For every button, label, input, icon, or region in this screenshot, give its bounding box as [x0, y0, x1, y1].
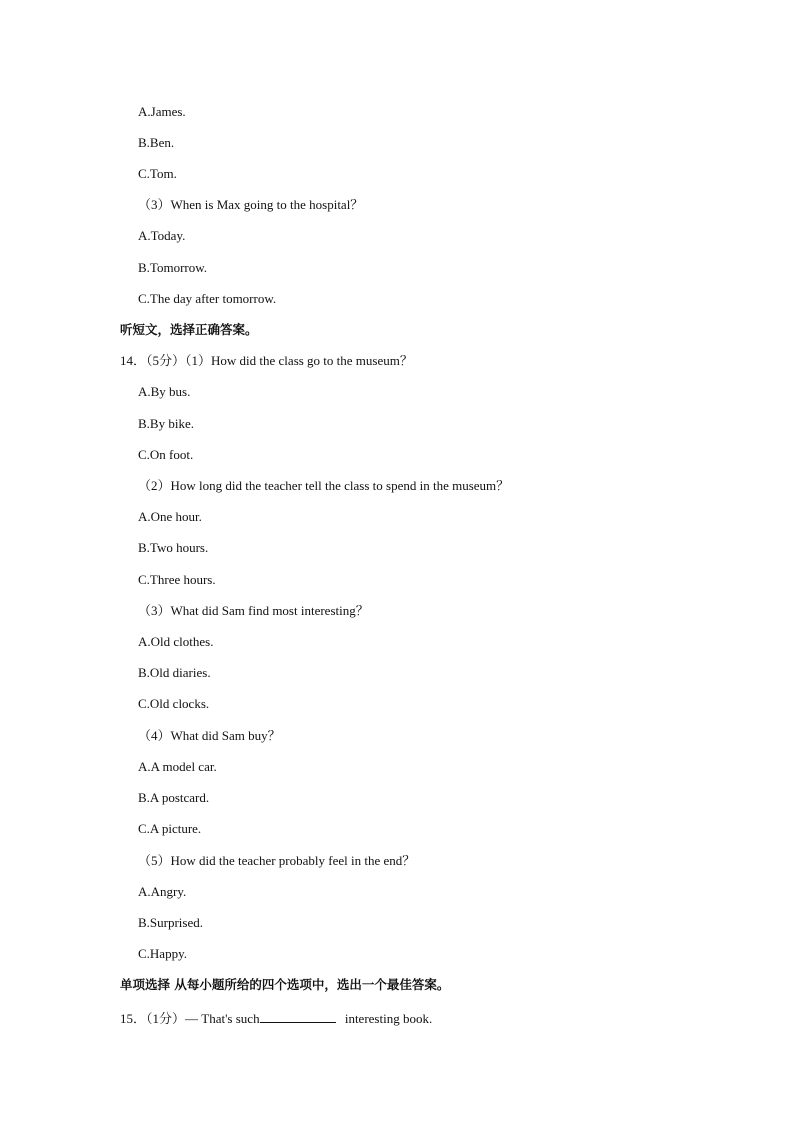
q15-number: 15．（1分）: [120, 1011, 186, 1026]
q14-4-option-b: B.A postcard.: [138, 790, 210, 805]
q14-5-stem: （5）How did the teacher probably feel in the end？: [138, 853, 416, 868]
q14-3-option-b: B.Old diaries.: [138, 665, 211, 680]
q14-1-option-c: C.On foot.: [138, 447, 194, 462]
q14-header: [120, 353, 413, 369]
q13-3-option-c: C.The day after tomorrow.: [138, 291, 277, 306]
q14-4-stem: （4）What did Sam buy？: [138, 728, 281, 743]
q14-3-stem: （3）What did Sam find most interesting？: [138, 603, 369, 618]
q13-2-option-b: B.Ben.: [138, 135, 175, 150]
q13-2-option-c: C.Tom.: [138, 166, 177, 181]
q14-2-option-c: C.Three hours.: [138, 572, 216, 587]
q14-1-option-b: B.By bike.: [138, 416, 194, 431]
q14-5-option-b: B.Surprised.: [138, 915, 203, 930]
q15-line: [120, 1010, 432, 1027]
q15-answer-blank[interactable]: [260, 1010, 336, 1023]
q14-2-stem: （2）How long did the teacher tell the class to spend in the museum？: [138, 478, 510, 493]
q14-number: 14．（5分）: [120, 353, 186, 368]
q15-stem-before: — That's such: [185, 1011, 260, 1026]
q14-5-option-c: C.Happy.: [138, 946, 187, 961]
section-heading-single-choice: 单项选择 从每小题所给的四个选项中，选出一个最佳答案。: [120, 977, 450, 992]
q14-1-stem: （1）How did the class go to the museum？: [185, 353, 413, 368]
q15-stem-after: interesting book.: [341, 1011, 433, 1026]
q14-1-option-a: A.By bus.: [138, 384, 191, 399]
q13-2-option-a: A.James.: [138, 104, 186, 119]
q14-3-option-a: A.Old clothes.: [138, 634, 214, 649]
q14-3-option-c: C.Old clocks.: [138, 696, 210, 711]
q13-3-stem: （3）When is Max going to the hospital？: [138, 197, 364, 212]
q13-3-option-b: B.Tomorrow.: [138, 260, 208, 275]
section-heading-listen: 听短文，选择正确答案。: [120, 322, 258, 337]
q14-2-option-b: B.Two hours.: [138, 540, 209, 555]
q14-5-option-a: A.Angry.: [138, 884, 187, 899]
q13-3-option-a: A.Today.: [138, 228, 186, 243]
q14-4-option-c: C.A picture.: [138, 821, 202, 836]
q14-2-option-a: A.One hour.: [138, 509, 202, 524]
q14-4-option-a: A.A model car.: [138, 759, 217, 774]
